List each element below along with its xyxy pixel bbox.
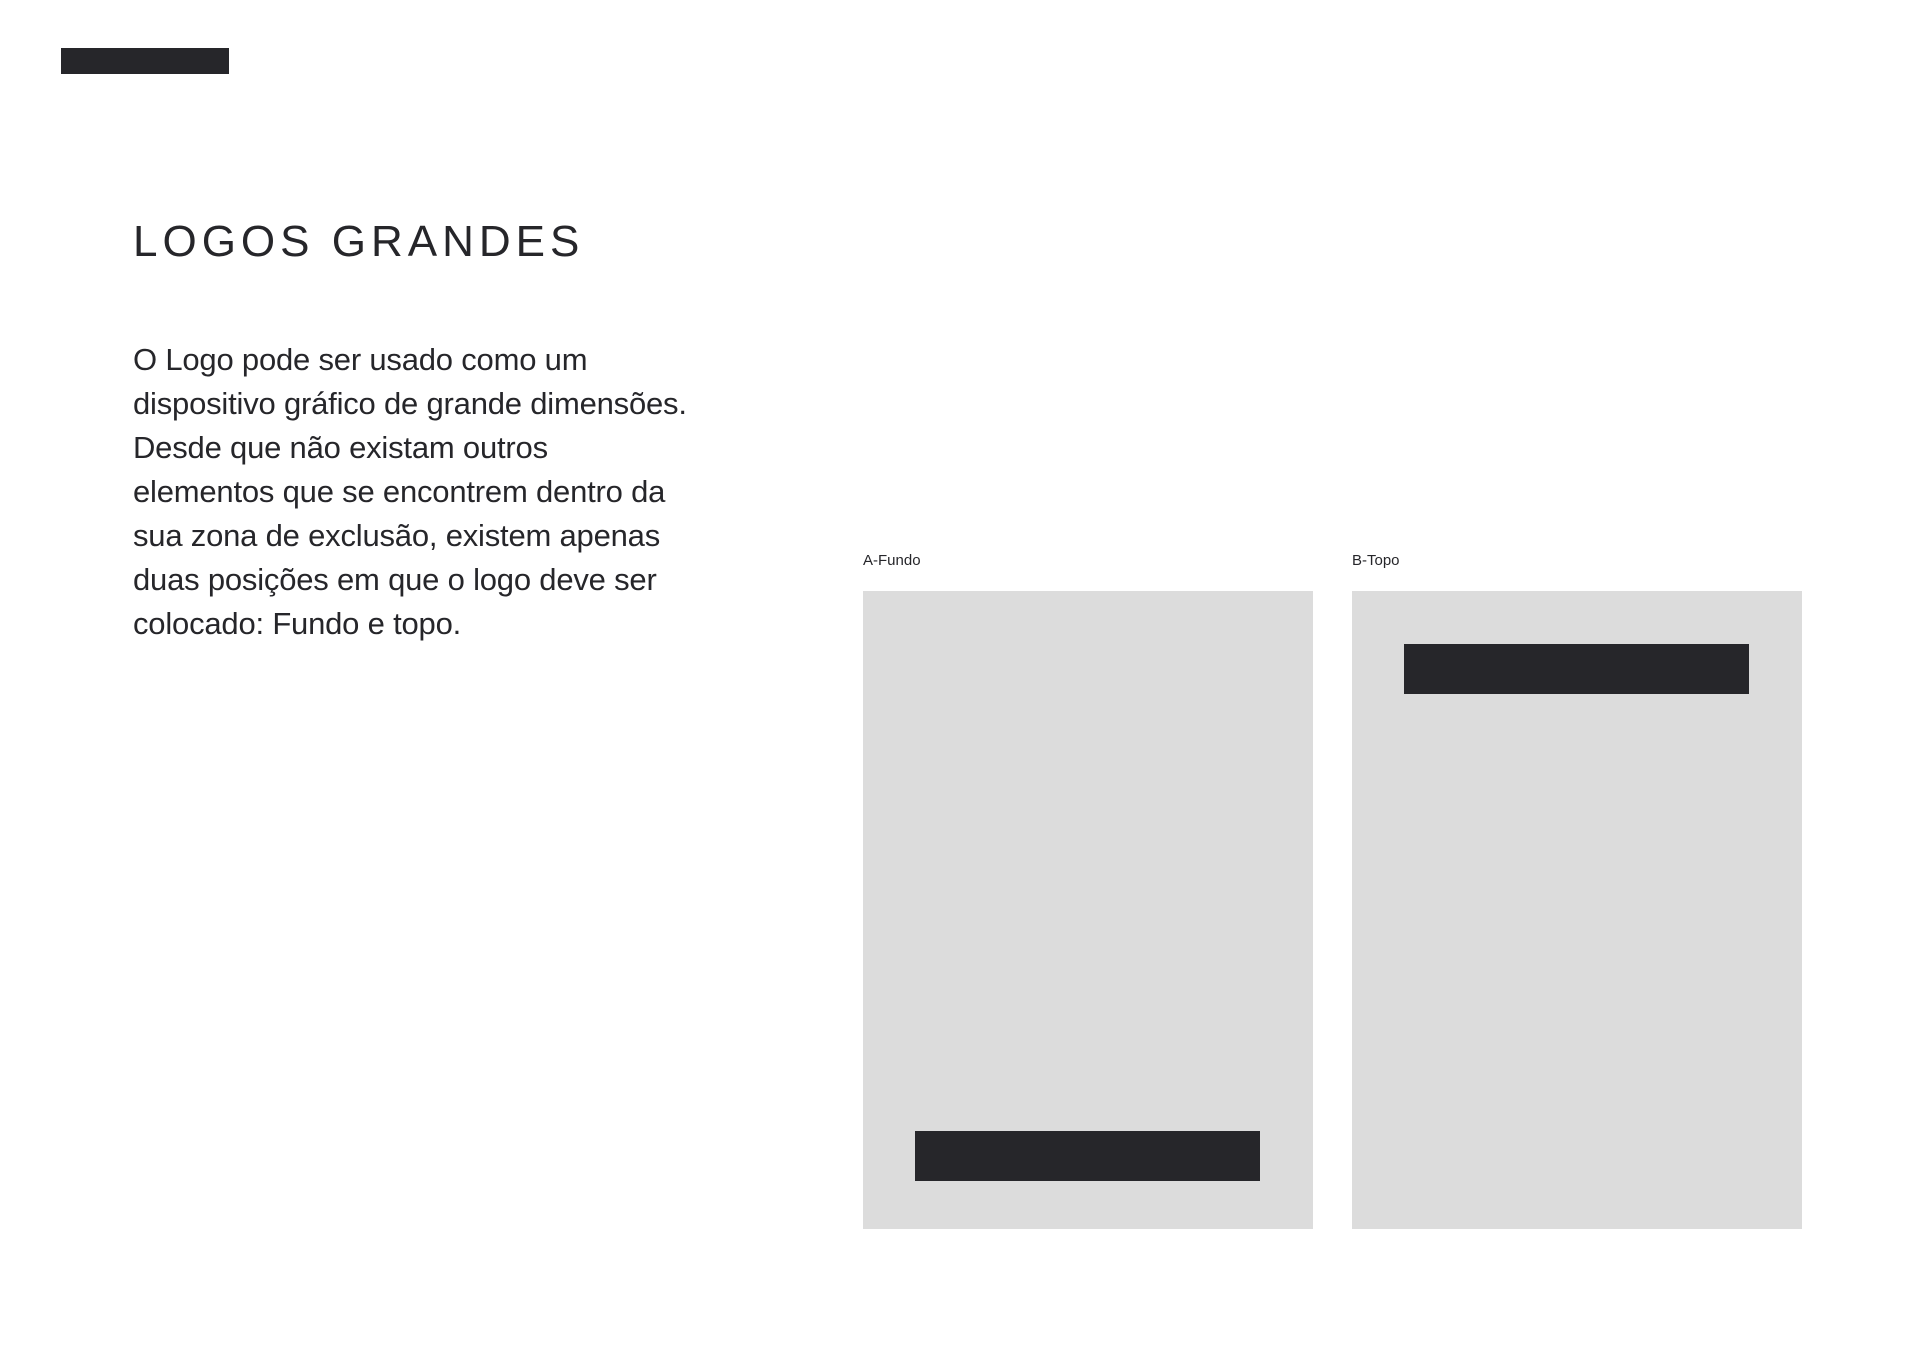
page-title: LOGOS GRANDES xyxy=(133,217,585,266)
example-label-top: B-Topo xyxy=(1352,552,1400,569)
description-paragraph: O Logo pode ser usado como um dispositivo gráfico de grande dimensões. Desde que não existam outros elementos que se encontrem dentro da sua zona de exclusão, existem apenas duas posições em que o logo deve ser colocado: Fundo e topo. xyxy=(133,342,687,641)
logo-placeholder-top xyxy=(1404,644,1749,694)
example-panel-bottom xyxy=(863,591,1313,1229)
logo-placeholder-bottom xyxy=(915,1131,1260,1181)
example-label-bottom: A-Fundo xyxy=(863,552,921,569)
example-panel-top xyxy=(1352,591,1802,1229)
brand-logo-placeholder xyxy=(61,48,229,74)
